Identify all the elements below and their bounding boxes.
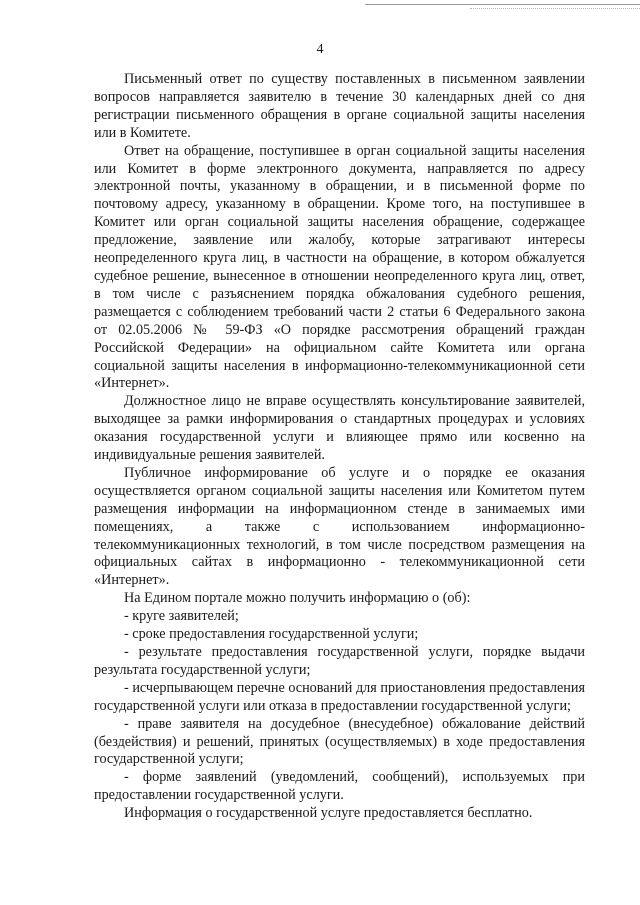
page-number: 4 [316, 42, 324, 57]
paragraph-free-of-charge: Информация о государственной услуге предоставляется бесплатно. [124, 805, 533, 822]
paragraph-electronic-response: Ответ на обращение, поступившее в орган социальной защиты населения или Комитет в форме электронного документа, направляется по адресу электронной почты, указанному в обращении, и в письменной форме по почтовому адресу, указанному в обращении. Кроме того, на поступившее в Комитет или орган социальной защиты населения обращение, содержащее предложение, заявление или жалобу, которые затрагивают интересы неопределенного круга лиц, в частности на обращение, в котором обжалуется судебное решение, вынесенное в отношении неопределенного круга лиц, ответ, в том числе с разъяснением порядка обжалования судебного решения, размещается с соблюдением требований части 2 статьи 6 Федерального закона от 02.05.2006 № 59-ФЗ «О порядке рассмотрения обращений граждан Российской Федерации» на официальном сайте Комитета или органа социальной защиты населения в информационно-телекоммуникационной сети «Интернет». [94, 142, 585, 392]
paragraph-written-response: Письменный ответ по существу поставленных в письменном заявлении вопросов направляется заявителю в течение 30 календарных дней со дня регистрации письменного обращения в органе социальной защиты населения или в Комитете. [94, 71, 585, 141]
list-item: - круге заявителей; [124, 608, 239, 625]
list-item: - сроке предоставления государственной услуги; [124, 626, 419, 643]
list-item: - результате предоставления государственной услуги, порядке выдачи результата государственной услуги; [94, 644, 585, 678]
paragraph-official-restriction: Должностное лицо не вправе осуществлять консультирование заявителей, выходящее за рамки информирования о стандартных процедурах и условиях оказания государственной услуги и влияющее прямо или косвенно на индивидуальные решения заявителей. [94, 393, 585, 464]
top-edge-dotted-line [470, 8, 640, 9]
list-item: - форме заявлений (уведомлений, сообщений), используемых при предоставлении государственной услуги. [94, 769, 585, 804]
list-item: - праве заявителя на досудебное (внесудебное) обжалование действий (бездействия) и решений, принятых (осуществляемых) в ходе предоставления государственной услуги; [94, 715, 585, 768]
document-body [94, 71, 585, 823]
paragraph-public-informing: Публичное информирование об услуге и о порядке ее оказания осуществляется органом социальной защиты населения или Комитетом путем размещения информации на информационном стенде в занимаемых ими помещениях, а также с использованием информационно-телекоммуникационных технологий, в том числе посредством размещения на официальных сайтах в информационно - телекоммуникационной сети «Интернет». [94, 464, 585, 589]
top-edge-line [365, 4, 640, 5]
paragraph-portal-intro: На Едином портале можно получить информацию о (об): [124, 590, 471, 607]
list-item: - исчерпывающем перечне оснований для приостановления предоставления государственной услуги или отказа в предоставлении государственной услуги; [94, 679, 585, 714]
